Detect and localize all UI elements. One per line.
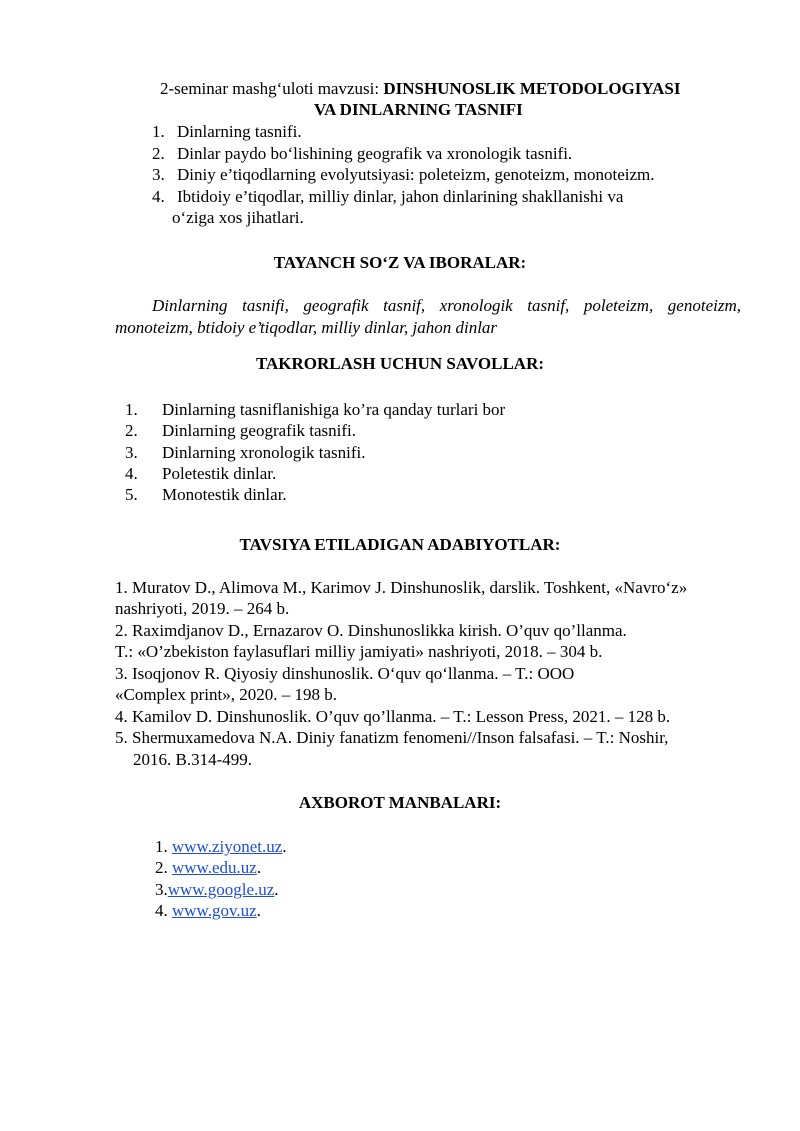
literature-line: T.: «O’zbekiston faylasuflari milliy jamiyati» nashriyoti, 2018. – 304 b. [115, 642, 603, 661]
literature-line: 2016. B.314-499. [133, 750, 252, 769]
topic-item: 1. Dinlarning tasnifi. [152, 122, 302, 141]
literature-line: «Complex print», 2020. – 198 b. [115, 685, 337, 704]
questions-heading: TAKRORLASH UCHUN SAVOLLAR: [255, 354, 545, 373]
source-link[interactable]: www.google.uz [167, 880, 275, 899]
question-item: 4. Poletestik dinlar. [125, 464, 277, 483]
literature-heading: TAVSIYA ETILADIGAN ADABIYOTLAR: [239, 535, 561, 554]
question-item: 1. Dinlarning tasniflanishiga ko’ra qanday turlari bor [125, 400, 506, 419]
topic-item: 4. Ibtidoiy e’tiqodlar, milliy dinlar, jahon dinlarining shakllanishi va [152, 187, 624, 206]
literature-line: 4. Kamilov D. Dinshunoslik. O’quv qo’llanma. – T.: Lesson Press, 2021. – 128 b. [115, 707, 671, 726]
source-link[interactable]: www.ziyonet.uz [172, 837, 283, 856]
literature-line: 5. Shermuxamedova N.A. Diniy fanatizm fenomeni//Inson falsafasi. – T.: Noshir, [115, 728, 669, 747]
literature-line: 1. Muratov D., Alimova M., Karimov J. Dinshunoslik, darslik. Toshkent, «Navro‘z» [115, 578, 688, 597]
literature-line: nashriyoti, 2019. – 264 b. [115, 599, 290, 618]
title-bold-1: DINSHUNOSLIK METODOLOGIYASI [383, 79, 681, 98]
source-item: 2. www.edu.uz. [155, 858, 262, 877]
literature-line: 3. Isoqjonov R. Qiyosiy dinshunoslik. O‘quv qo‘llanma. – T.: OOO [115, 664, 575, 683]
keywords-heading: TAYANCH SO‘Z VA IBORALAR: [273, 253, 527, 272]
title-bold-2: VA DINLARNING TASNIFI [314, 100, 523, 119]
literature-line: 2. Raximdjanov D., Ernazarov O. Dinshunoslikka kirish. O’quv qo’llanma. [115, 621, 627, 640]
question-item: 5. Monotestik dinlar. [125, 485, 287, 504]
topic-item: 3. Diniy e’tiqodlarning evolyutsiyasi: poleteizm, genoteizm, monoteizm. [152, 165, 655, 184]
keywords-line-1: Dinlarning tasnifi, geografik tasnif, xronologik tasnif, poleteizm, genoteizm, [152, 296, 741, 315]
source-item: 1. www.ziyonet.uz. [155, 837, 287, 856]
topic-item-continuation: o‘ziga xos jihatlari. [172, 208, 304, 227]
title-prefix: 2-seminar mashg‘uloti mavzusi: [160, 79, 384, 98]
page-title [160, 78, 680, 99]
source-link[interactable]: www.gov.uz [172, 901, 257, 920]
sources-heading: AXBOROT MANBALARI: [298, 793, 502, 812]
keywords-line-2: monoteizm, btidoiy e’tiqodlar, milliy dinlar, jahon dinlar [115, 318, 498, 337]
source-item: 3.www.google.uz. [155, 880, 279, 899]
topic-item: 2. Dinlar paydo bo‘lishining geografik va xronologik tasnifi. [152, 144, 573, 163]
source-item: 4. www.gov.uz. [155, 901, 261, 920]
question-item: 2. Dinlarning geografik tasnifi. [125, 421, 357, 440]
question-item: 3. Dinlarning xronologik tasnifi. [125, 443, 366, 462]
source-link[interactable]: www.edu.uz [172, 858, 257, 877]
